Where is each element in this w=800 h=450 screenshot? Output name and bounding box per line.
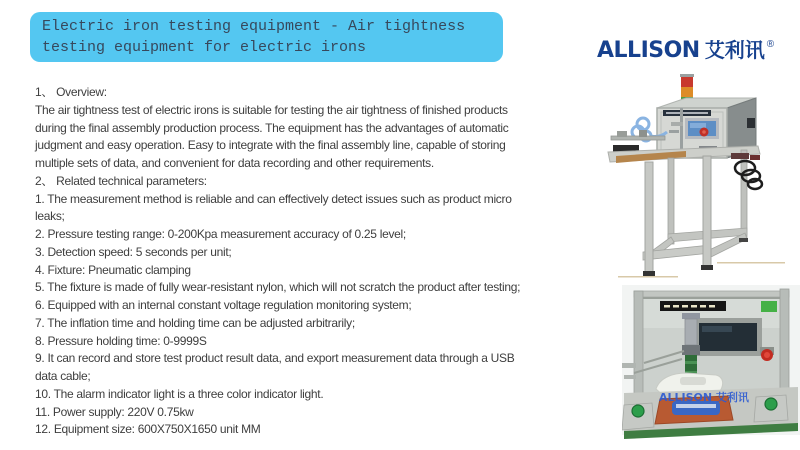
brand-logo-latin: ALLISON [597, 38, 700, 63]
side-port [747, 118, 755, 128]
product-photo-floor-stand-machine [605, 72, 797, 284]
side-fixture [624, 375, 636, 379]
parameter-line: 2. Pressure testing range: 0-200Kpa measurement accuracy of 0.25 level; [35, 227, 406, 241]
parameter-line: 8. Pressure holding time: 0-9999S [35, 333, 207, 348]
parameter-line: leaks; [35, 209, 65, 224]
green-sticker [761, 301, 777, 312]
display-screen [694, 318, 762, 356]
parameters-heading: 2、 Related technical parameters: [35, 173, 207, 188]
page-title-line-1: Electric iron testing equipment - Air tightness [42, 18, 466, 35]
brand-logo [597, 34, 797, 64]
page-title-line-2: testing equipment for electric irons [42, 39, 367, 56]
parameter-line: data cable; [35, 369, 91, 383]
benchtop-machine-illustration [622, 285, 800, 450]
overview-heading: 1、 Overview: [35, 85, 107, 99]
overview-line: judgment and easy operation. Easy to integrate with the final assembly line, capable of storing [35, 138, 506, 153]
overview-line: during the final assembly production process. The equipment has the advantages of automatic [35, 120, 509, 135]
parameter-line: 7. The inflation time and holding time can be adjusted arbitrarily; [35, 315, 355, 330]
overview-line: The air tightness test of electric irons is suitable for testing the air tightness of finished products [35, 102, 508, 117]
hose-fitting [731, 153, 749, 159]
registered-trademark-icon: ® [766, 39, 775, 50]
title-banner [30, 12, 503, 62]
hose-fitting [750, 155, 760, 160]
side-fixture [622, 363, 636, 368]
start-button-left [622, 403, 654, 430]
machine-label-strip [660, 301, 726, 311]
coiled-cable-icon [735, 161, 762, 189]
parameter-line: 10. The alarm indicator light is a three color indicator light. [35, 386, 324, 401]
iron-handle [680, 377, 706, 385]
parameter-line: 5. The fixture is made of fully wear-resistant nylon, which will not scratch the product after testing; [35, 280, 521, 295]
parameter-line: 1. The measurement method is reliable and can effectively detect issues such as product micro [35, 191, 512, 206]
floor-machine-illustration [605, 72, 797, 284]
parameter-line: 9. It can record and store test product result data, and export measurement data through a USB [35, 351, 515, 366]
parameter-line: 12. Equipment size: 600X750X1650 unit MM [35, 422, 261, 437]
stand-frame [618, 150, 785, 278]
description-text [35, 84, 610, 439]
product-photo-benchtop-machine [622, 285, 800, 450]
parameter-line: 11. Power supply: 220V 0.75kw [35, 404, 194, 419]
parameter-line: 3. Detection speed: 5 seconds per unit; [35, 244, 232, 259]
start-button-right [754, 395, 788, 422]
overview-line: multiple sets of data, and convenient for data recording and other requirements. [35, 156, 434, 170]
parameter-line: 4. Fixture: Pneumatic clamping [35, 262, 191, 277]
brand-logo-chinese: 艾利讯 [704, 38, 765, 62]
parameter-line: 6. Equipped with an internal constant voltage regulation monitoring system; [35, 298, 412, 312]
photo-watermark: ALLISON 艾利讯 [659, 391, 749, 404]
